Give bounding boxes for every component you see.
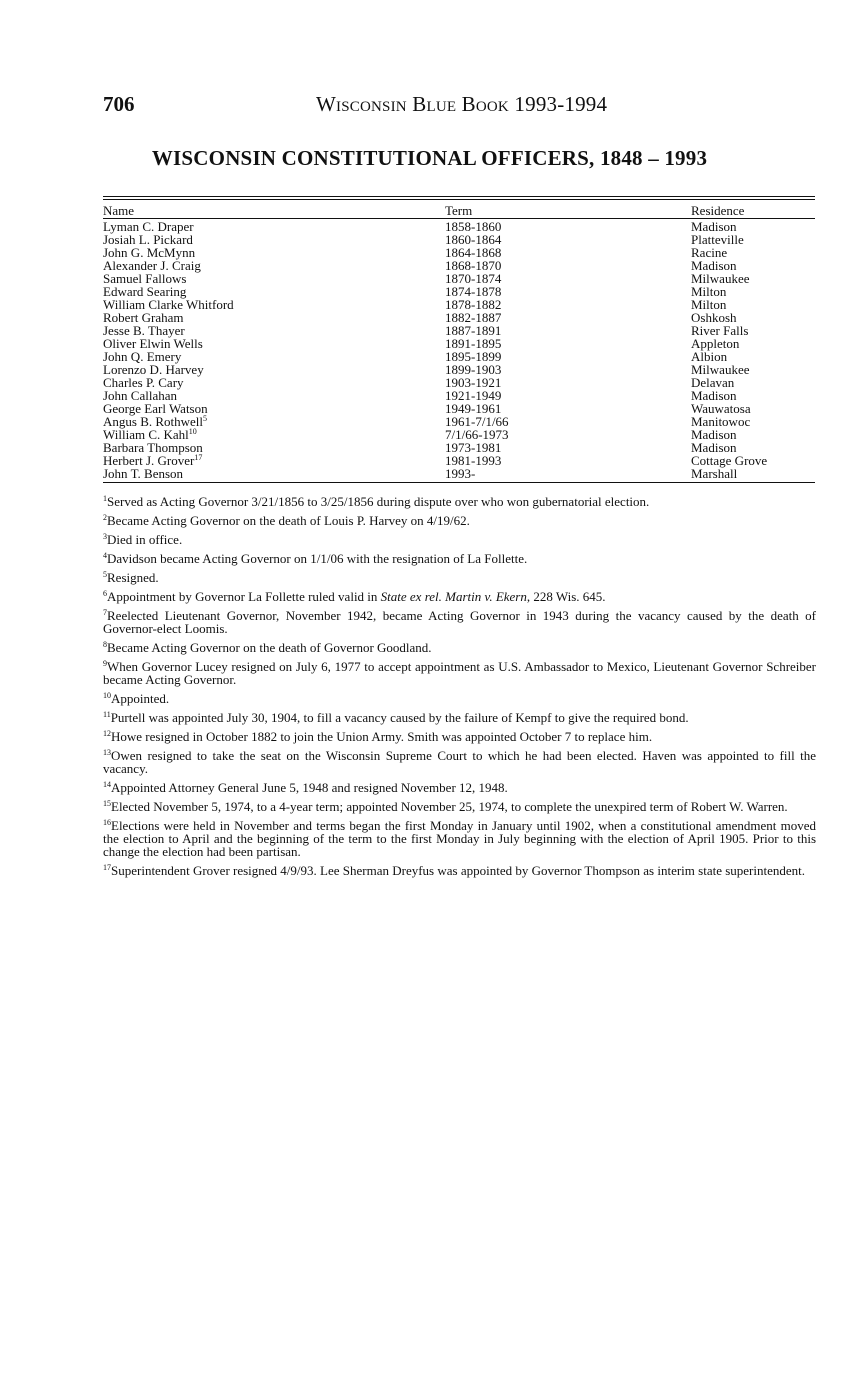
footnote-number: 12 <box>103 729 111 738</box>
term: 1949-1961 <box>445 401 502 416</box>
term: 1993- <box>445 466 476 481</box>
term: 1895-1899 <box>445 349 502 364</box>
officer-name-text: Angus B. Rothwell <box>103 414 204 429</box>
footnote <box>103 660 816 686</box>
column-header-residence: Residence <box>691 203 745 218</box>
officer-name-text: William Clarke Whitford <box>103 297 234 312</box>
officer-name-text: John G. McMynn <box>103 245 196 260</box>
officer-name-text: Alexander J. Craig <box>103 258 201 273</box>
footnote-text: Served as Acting Governor 3/21/1856 to 3/25/1856 during dispute over who won gubernatorial election. <box>107 494 650 509</box>
footnote <box>103 800 816 813</box>
footnote <box>103 495 816 508</box>
column-header-term: Term <box>445 203 473 218</box>
term: 1891-1895 <box>445 336 502 351</box>
footnote-ref: 17 <box>194 453 203 462</box>
officer-name-text: Herbert J. Grover <box>103 453 195 468</box>
term: 1858-1860 <box>445 219 502 234</box>
footnote <box>103 641 816 654</box>
residence: Milwaukee <box>691 362 750 377</box>
footnote <box>103 552 816 565</box>
officer-name-text: Lyman C. Draper <box>103 219 194 234</box>
residence: Oshkosh <box>691 310 737 325</box>
table-body <box>103 219 815 482</box>
footnote-text: Davidson became Acting Governor on 1/1/06 with the resignation of La Follette. <box>107 551 528 566</box>
residence: Milton <box>691 297 727 312</box>
footnote-text: When Governor Lucey resigned on July 6, 1977 to accept appointment as U.S. Ambassador to Mexico, Lieutenant Governor Schreiber became Acting Governor. <box>103 659 816 687</box>
officers-table <box>103 196 815 483</box>
footnote <box>103 781 816 794</box>
term: 7/1/66-1973 <box>445 427 509 442</box>
footnotes <box>103 495 816 883</box>
officer-name-text: Josiah L. Pickard <box>103 232 193 247</box>
residence: River Falls <box>691 323 749 338</box>
book-title: Wisconsin Blue Book 1993-1994 <box>316 92 608 116</box>
table-bottom-rule <box>103 482 815 483</box>
footnote-text: Elected November 5, 1974, to a 4-year term; appointed November 25, 1974, to complete the unexpired term of Robert W. Warren. <box>111 799 788 814</box>
footnote <box>103 533 816 546</box>
case-citation: State ex rel. Martin v. Ekern <box>380 589 527 604</box>
term: 1864-1868 <box>445 245 502 260</box>
term: 1860-1864 <box>445 232 502 247</box>
residence: Manitowoc <box>691 414 751 429</box>
footnote-text: Became Acting Governor on the death of Governor Goodland. <box>107 640 432 655</box>
officer-name-text: John Callahan <box>103 388 178 403</box>
footnote-number: 14 <box>103 780 111 789</box>
footnote-text: Appointment by Governor La Follette ruled valid in <box>107 589 381 604</box>
officer-name <box>103 467 183 480</box>
term: 1961-7/1/66 <box>445 414 509 429</box>
term: 1921-1949 <box>445 388 502 403</box>
residence: Racine <box>691 245 728 260</box>
footnote-text: Purtell was appointed July 30, 1904, to fill a vacancy caused by the failure of Kempf to give the required bond. <box>110 710 689 725</box>
residence: Milwaukee <box>691 271 750 286</box>
residence: Cottage Grove <box>691 453 768 468</box>
term: 1887-1891 <box>445 323 502 338</box>
residence: Madison <box>691 219 737 234</box>
footnote-text: Superintendent Grover resigned 4/9/93. Lee Sherman Dreyfus was appointed by Governor Thompson as interim state superintendent. <box>111 863 806 878</box>
footnote-number: 2 <box>103 513 107 522</box>
running-head <box>0 92 859 120</box>
footnote-text: Reelected Lieutenant Governor, November 1942, became Acting Governor in 1943 during the vacancy caused by the death of Governor-elect Loomis. <box>103 608 816 636</box>
footnote <box>103 749 816 775</box>
footnote <box>103 571 816 584</box>
officer-name-text: Jesse B. Thayer <box>103 323 185 338</box>
residence: Appleton <box>691 336 740 351</box>
residence: Madison <box>691 427 737 442</box>
residence: Madison <box>691 440 737 455</box>
footnote <box>103 819 816 858</box>
residence: Platteville <box>691 232 744 247</box>
officer-name-text: Barbara Thompson <box>103 440 203 455</box>
footnote-number: 11 <box>103 710 111 719</box>
term: 1878-1882 <box>445 297 502 312</box>
footnote <box>103 692 816 705</box>
officer-name-text: William C. Kahl <box>103 427 189 442</box>
footnote-number: 16 <box>103 818 111 827</box>
footnote <box>103 590 816 603</box>
officer-name-text: Oliver Elwin Wells <box>103 336 203 351</box>
term: 1903-1921 <box>445 375 502 390</box>
footnote-text: Owen resigned to take the seat on the Wisconsin Supreme Court to which he had been elected. Haven was appointed to fill the vacancy. <box>103 748 816 776</box>
officer-name-text: John T. Benson <box>103 466 184 481</box>
footnote-number: 8 <box>103 640 107 649</box>
officer-name-text: John Q. Emery <box>103 349 182 364</box>
footnote <box>103 864 816 877</box>
footnote-number: 17 <box>103 863 111 872</box>
page-title: WISCONSIN CONSTITUTIONAL OFFICERS, 1848 – 1993 <box>151 146 708 170</box>
footnote <box>103 711 816 724</box>
residence: Albion <box>691 349 728 364</box>
footnote-text: Appointed. <box>111 691 170 706</box>
term: 1973-1981 <box>445 440 502 455</box>
residence: Madison <box>691 388 737 403</box>
footnote-ref: 10 <box>188 427 197 436</box>
footnote-text: Died in office. <box>107 532 183 547</box>
footnote-number: 7 <box>103 608 107 617</box>
residence: Madison <box>691 258 737 273</box>
residence: Delavan <box>691 375 735 390</box>
officer-name-text: George Earl Watson <box>103 401 208 416</box>
officer-name-text: Samuel Fallows <box>103 271 187 286</box>
footnote-number: 1 <box>103 494 107 503</box>
footnote-text: , 228 Wis. 645. <box>526 589 606 604</box>
footnote-number: 10 <box>103 691 111 700</box>
footnote-text: Elections were held in November and terms began the first Monday in January until 1902, when a constitutional amendment moved the election to April and the beginning of the term to the first Monday in July beginning with the election of April 1905. Prior to this change the election had been partisan. <box>103 818 816 859</box>
footnote-number: 5 <box>103 570 107 579</box>
footnote <box>103 609 816 635</box>
term: 1868-1870 <box>445 258 502 273</box>
footnote-number: 15 <box>103 799 111 808</box>
table-row <box>103 467 815 480</box>
footnote-number: 3 <box>103 532 107 541</box>
footnote-text: Appointed Attorney General June 5, 1948 and resigned November 12, 1948. <box>111 780 508 795</box>
page-number: 706 <box>103 92 135 116</box>
footnote-number: 6 <box>103 589 107 598</box>
officer-name-text: Robert Graham <box>103 310 184 325</box>
term: 1899-1903 <box>445 362 502 377</box>
residence: Wauwatosa <box>691 401 751 416</box>
footnote-number: 9 <box>103 659 107 668</box>
footnote-text: Resigned. <box>107 570 159 585</box>
table-header <box>103 203 815 218</box>
column-header-name: Name <box>103 203 135 218</box>
footnote <box>103 730 816 743</box>
footnote <box>103 514 816 527</box>
residence: Milton <box>691 284 727 299</box>
table-top-rule <box>103 196 815 200</box>
officer-name-text: Lorenzo D. Harvey <box>103 362 204 377</box>
footnote-ref: 5 <box>203 414 208 423</box>
footnote-text: Howe resigned in October 1882 to join the Union Army. Smith was appointed October 7 to replace him. <box>111 729 653 744</box>
footnote-number: 13 <box>103 748 111 757</box>
residence: Marshall <box>691 466 738 481</box>
officer-name-text: Charles P. Cary <box>103 375 184 390</box>
term: 1874-1878 <box>445 284 502 299</box>
term: 1981-1993 <box>445 453 502 468</box>
term: 1870-1874 <box>445 271 502 286</box>
officer-name-text: Edward Searing <box>103 284 187 299</box>
footnote-number: 4 <box>103 551 107 560</box>
footnote-text: Became Acting Governor on the death of Louis P. Harvey on 4/19/62. <box>107 513 470 528</box>
term: 1882-1887 <box>445 310 502 325</box>
